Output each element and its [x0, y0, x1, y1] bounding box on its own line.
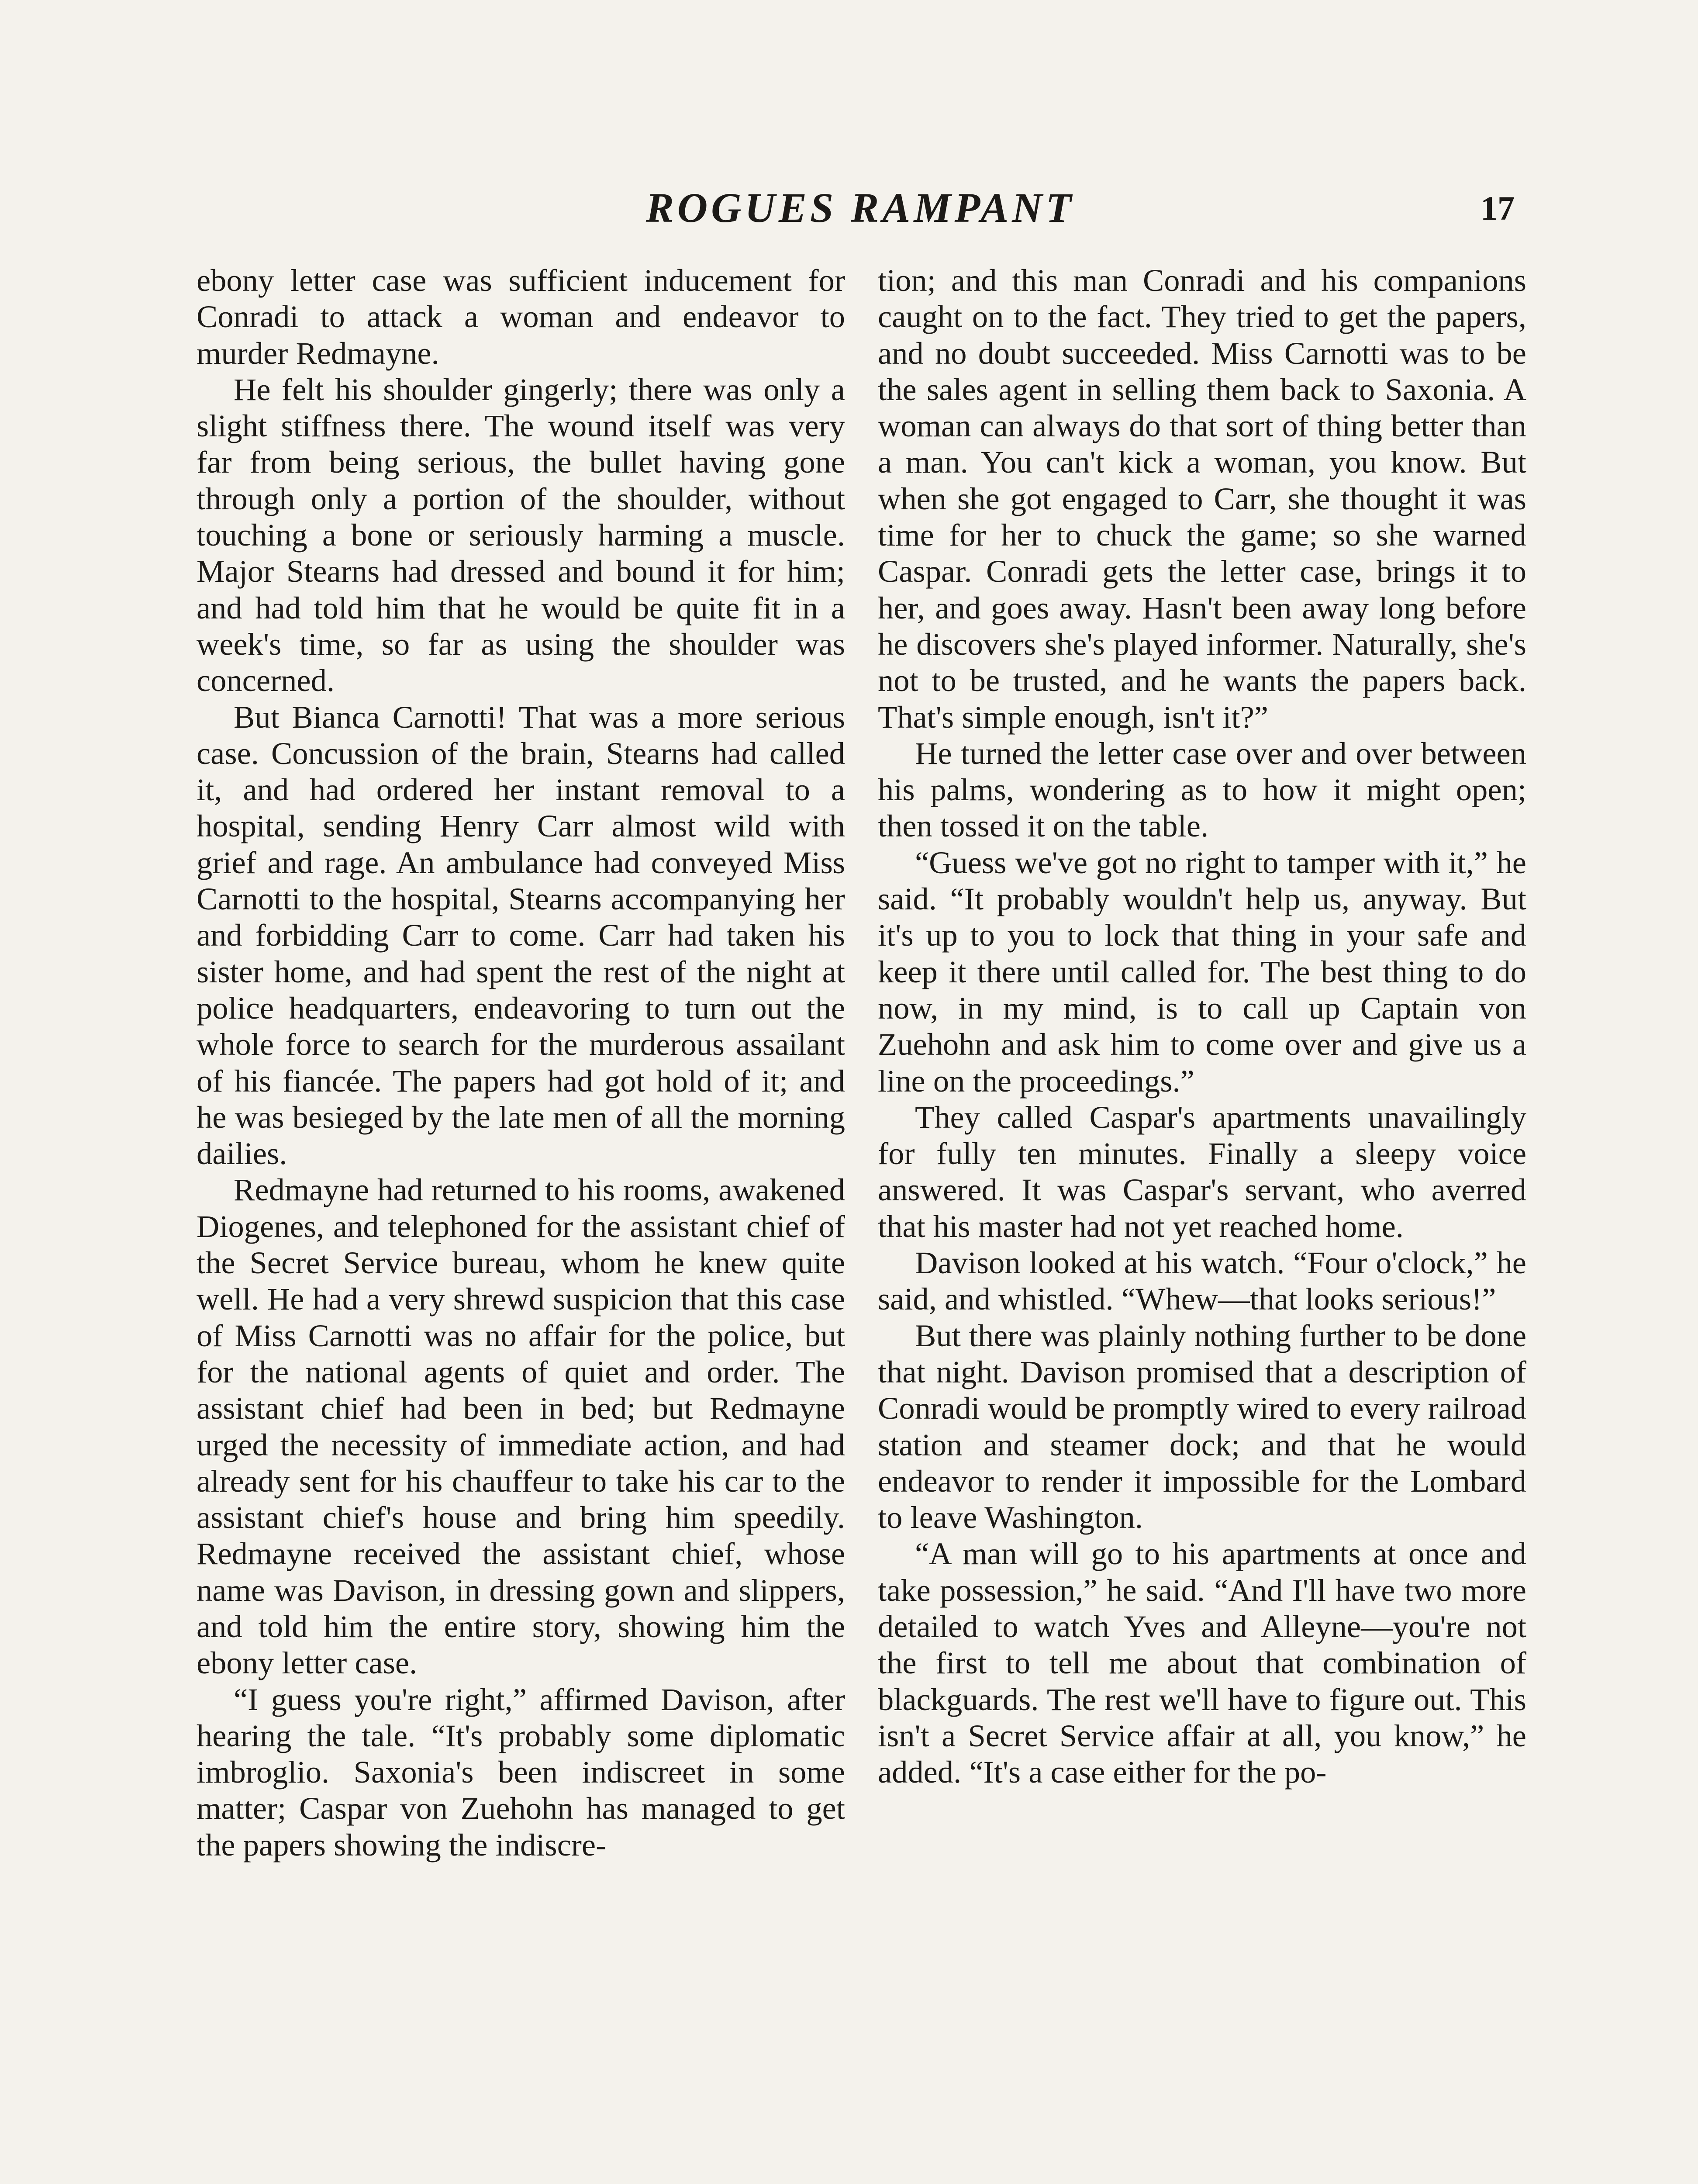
right-column [878, 262, 1526, 1790]
paragraph: Redmayne had returned to his rooms, awakened Diogenes, and telephoned for the assistant chief of the Secret Service bureau, whom he knew quite well. He had a very shrewd suspicion that this case of Miss Carnotti was no affair for the police, but for the national agents of quiet and order. The assistant chief had been in bed; but Redmayne urged the necessity of immediate action, and had already sent for his chauffeur to take his car to the assistant chief's house and bring him speedily. Redmayne received the assistant chief, whose name was Davison, in dressing gown and slippers, and told him the entire story, showing him the ebony letter case. [197, 1172, 845, 1681]
page-number: 17 [1481, 189, 1515, 227]
running-title: ROGUES RAMPANT [645, 184, 1075, 231]
paragraph: He turned the letter case over and over between his palms, wondering as to how it might open; then tossed it on the table. [878, 735, 1526, 844]
paragraph: “Guess we've got no right to tamper with it,” he said. “It probably wouldn't help us, anyway. But it's up to you to lock that thing in your safe and keep it there until called for. The best thing to do now, in my mind, is to call up Captain von Zuehohn and ask him to come over and give us a line on the proceedings.” [878, 844, 1526, 1099]
paragraph: “A man will go to his apartments at once and take possession,” he said. “And I'll have two more detailed to watch Yves and Alleyne—you're not the first to tell me about that combination of blackguards. The rest we'll have to figure out. This isn't a Secret Service affair at all, you know,” he added. “It's a case either for the po- [878, 1536, 1526, 1790]
paragraph: ebony letter case was sufficient inducement for Conradi to attack a woman and endeavor to murder Redmayne. [197, 263, 845, 371]
paragraph: But Bianca Carnotti! That was a more serious case. Concussion of the brain, Stearns had called it, and had ordered her instant removal to a hospital, sending Henry Carr almost wild with grief and rage. An ambulance had conveyed Miss Carnotti to the hospital, Stearns accompanying her and forbidding Carr to come. Carr had taken his sister home, and had spent the rest of the night at police headquarters, endeavoring to turn out the whole force to search for the murderous assailant of his fiancée. The papers had got hold of it; and he was besieged by the late men of all the morning dailies. [197, 699, 845, 1171]
paragraph: But there was plainly nothing further to be done that night. Davison promised that a description of Conradi would be promptly wired to every railroad station and steamer dock; and that he would endeavor to render it impossible for the Lombard to leave Washington. [878, 1317, 1526, 1535]
paragraph: Davison looked at his watch. “Four o'clock,” he said, and whistled. “Whew—that looks serious!” [878, 1245, 1526, 1317]
paragraph: They called Caspar's apartments unavailingly for fully ten minutes. Finally a sleepy voice answered. It was Caspar's servant, who averred that his master had not yet reached home. [878, 1099, 1526, 1244]
running-head [0, 183, 1698, 253]
paragraph: He felt his shoulder gingerly; there was only a slight stiffness there. The wound itself was very far from being serious, the bullet having gone through only a portion of the shoulder, without touching a bone or seriously harming a muscle. Major Stearns had dressed and bound it for him; and had told him that he would be quite fit in a week's time, so far as using the shoulder was concerned. [197, 371, 845, 698]
paragraph: “I guess you're right,” affirmed Davison, after hearing the tale. “It's probably some diplomatic imbroglio. Saxonia's been indiscreet in some matter; Caspar von Zuehohn has managed to get the papers showing the indiscre- [197, 1681, 845, 1863]
left-column [197, 262, 845, 1863]
paragraph: tion; and this man Conradi and his companions caught on to the fact. They tried to get the papers, and no doubt succeeded. Miss Carnotti was to be the sales agent in selling them back to Saxonia. A woman can always do that sort of thing better than a man. You can't kick a woman, you know. But when she got engaged to Carr, she thought it was time for her to chuck the game; so she warned Caspar. Conradi gets the letter case, brings it to her, and goes away. Hasn't been away long before he discovers she's played informer. Naturally, she's not to be trusted, and he wants the papers back. That's simple enough, isn't it?” [878, 263, 1526, 735]
